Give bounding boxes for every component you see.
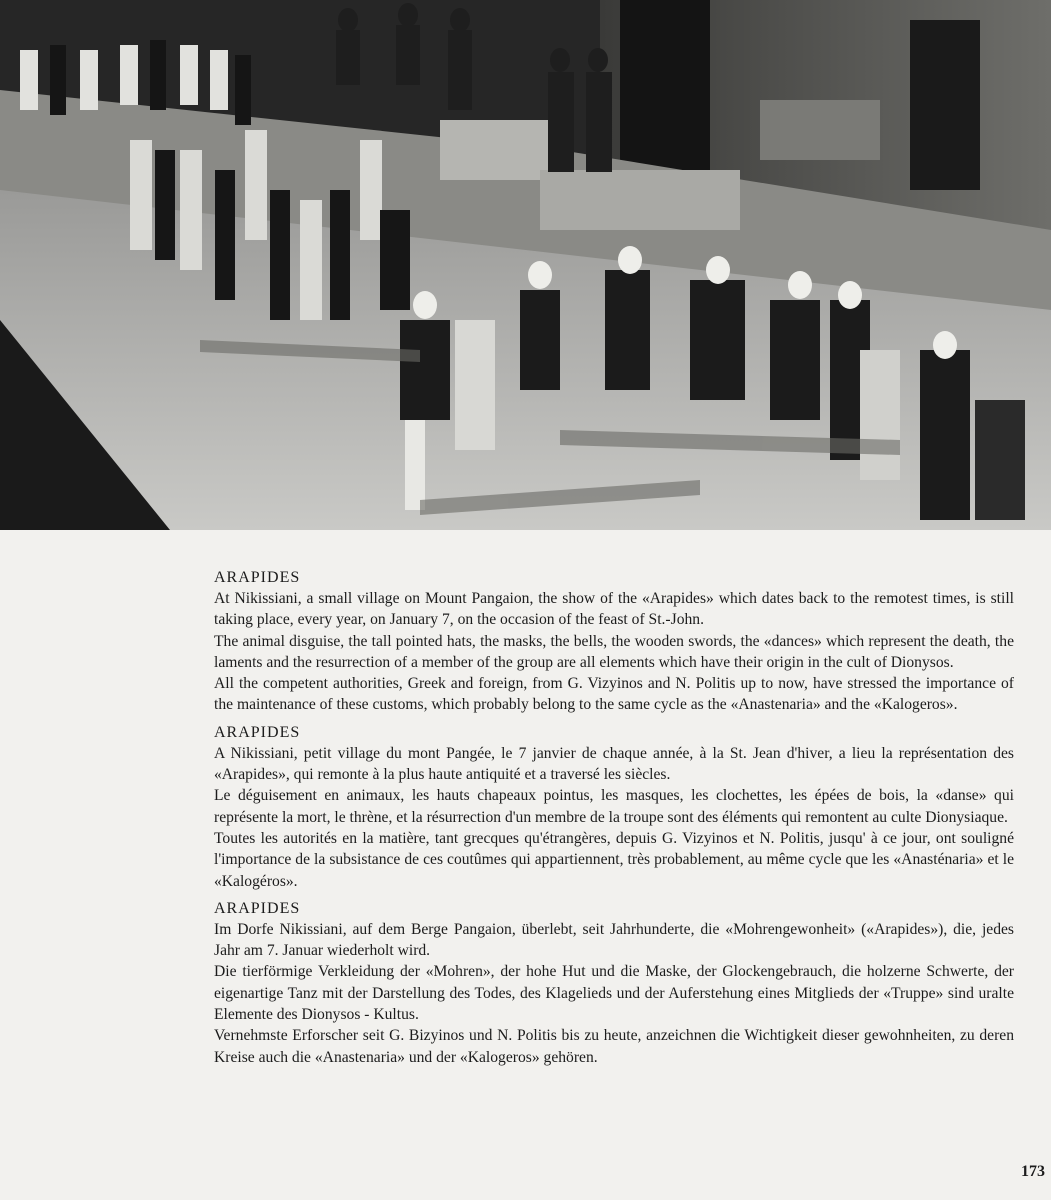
section-german [214, 898, 1014, 1068]
paragraph: All the competent authorities, Greek and foreign, from G. Vizyinos and N. Politis up to now, have stressed the importance of the maintenance of these customs, which probably belong to the same cycle as the «Anastenaria» and the «Kalogeros». [214, 675, 1014, 714]
paragraph: Toutes les autorités en la matière, tant grecques qu'étrangères, depuis G. Vizyinos et N. Politis, jusqu' à ce jour, ont souligné l'importance de la subsistance de ces coutûmes qui appartiennent, très probablement, au même cycle que les «Anasténaria» et le «Kalogéros». [214, 829, 1014, 890]
paragraph: Die tierförmige Verkleidung der «Mohren», der hohe Hut und die Maske, der Glockengebrauch, die holzerne Schwerte, der eigenartige Tanz mit der Darstellung des Todes, des Klagelieds und der Auferstehung eines Mitglieds der «Truppe» sind uralte Elemente des Dionysos - Kultus. [214, 963, 1014, 1024]
page-number: 173 [1021, 1163, 1045, 1180]
paragraph: Le déguisement en animaux, les hauts chapeaux pointus, les masques, les clochettes, les épées de bois, la «danse» qui représente la mort, le thrène, et la résurrection d'un membre de la troupe sont des éléments qui remontent au culte Dionysiaque. [214, 787, 1014, 826]
section-english [214, 567, 1014, 716]
text-block [214, 567, 1014, 1074]
folk-dancers-photo [0, 0, 1051, 530]
section-title: ARAPIDES [214, 723, 301, 741]
section-title: ARAPIDES [214, 569, 301, 586]
paragraph: Im Dorfe Nikissiani, auf dem Berge Pangaion, überlebt, seit Jahrhunderte, die «Mohrengewonheit» («Arapides»), die, jedes Jahr am 7. Januar wiederholt wird. [214, 920, 1014, 960]
paragraph: At Nikissiani, a small village on Mount Pangaion, the show of the «Arapides» which dates back to the remotest times, is still taking place, every year, on January 7, on the occasion of the feast of St.-John. [214, 590, 1014, 629]
paragraph: Vernehmste Erforscher seit G. Bizyinos und N. Politis bis zu heute, anzeichnen die Wichtigkeit dieser gewohnheiten, zu deren Kreise auch die «Anastenaria» und der «Kalogeros» gehören. [214, 1027, 1014, 1066]
section-title: ARAPIDES [214, 899, 301, 917]
section-french [214, 722, 1014, 892]
paragraph: The animal disguise, the tall pointed hats, the masks, the bells, the wooden swords, the «dances» which represent the death, the laments and the resurrection of a member of the group are all elements which have their origin in the cult of Dionysos. [214, 632, 1014, 671]
paragraph: A Nikissiani, petit village du mont Pangée, le 7 janvier de chaque année, à la St. Jean d'hiver, a lieu la représentation des «Arapides», qui remonte à la plus haute antiquité et a traversé les siècles. [214, 744, 1014, 784]
